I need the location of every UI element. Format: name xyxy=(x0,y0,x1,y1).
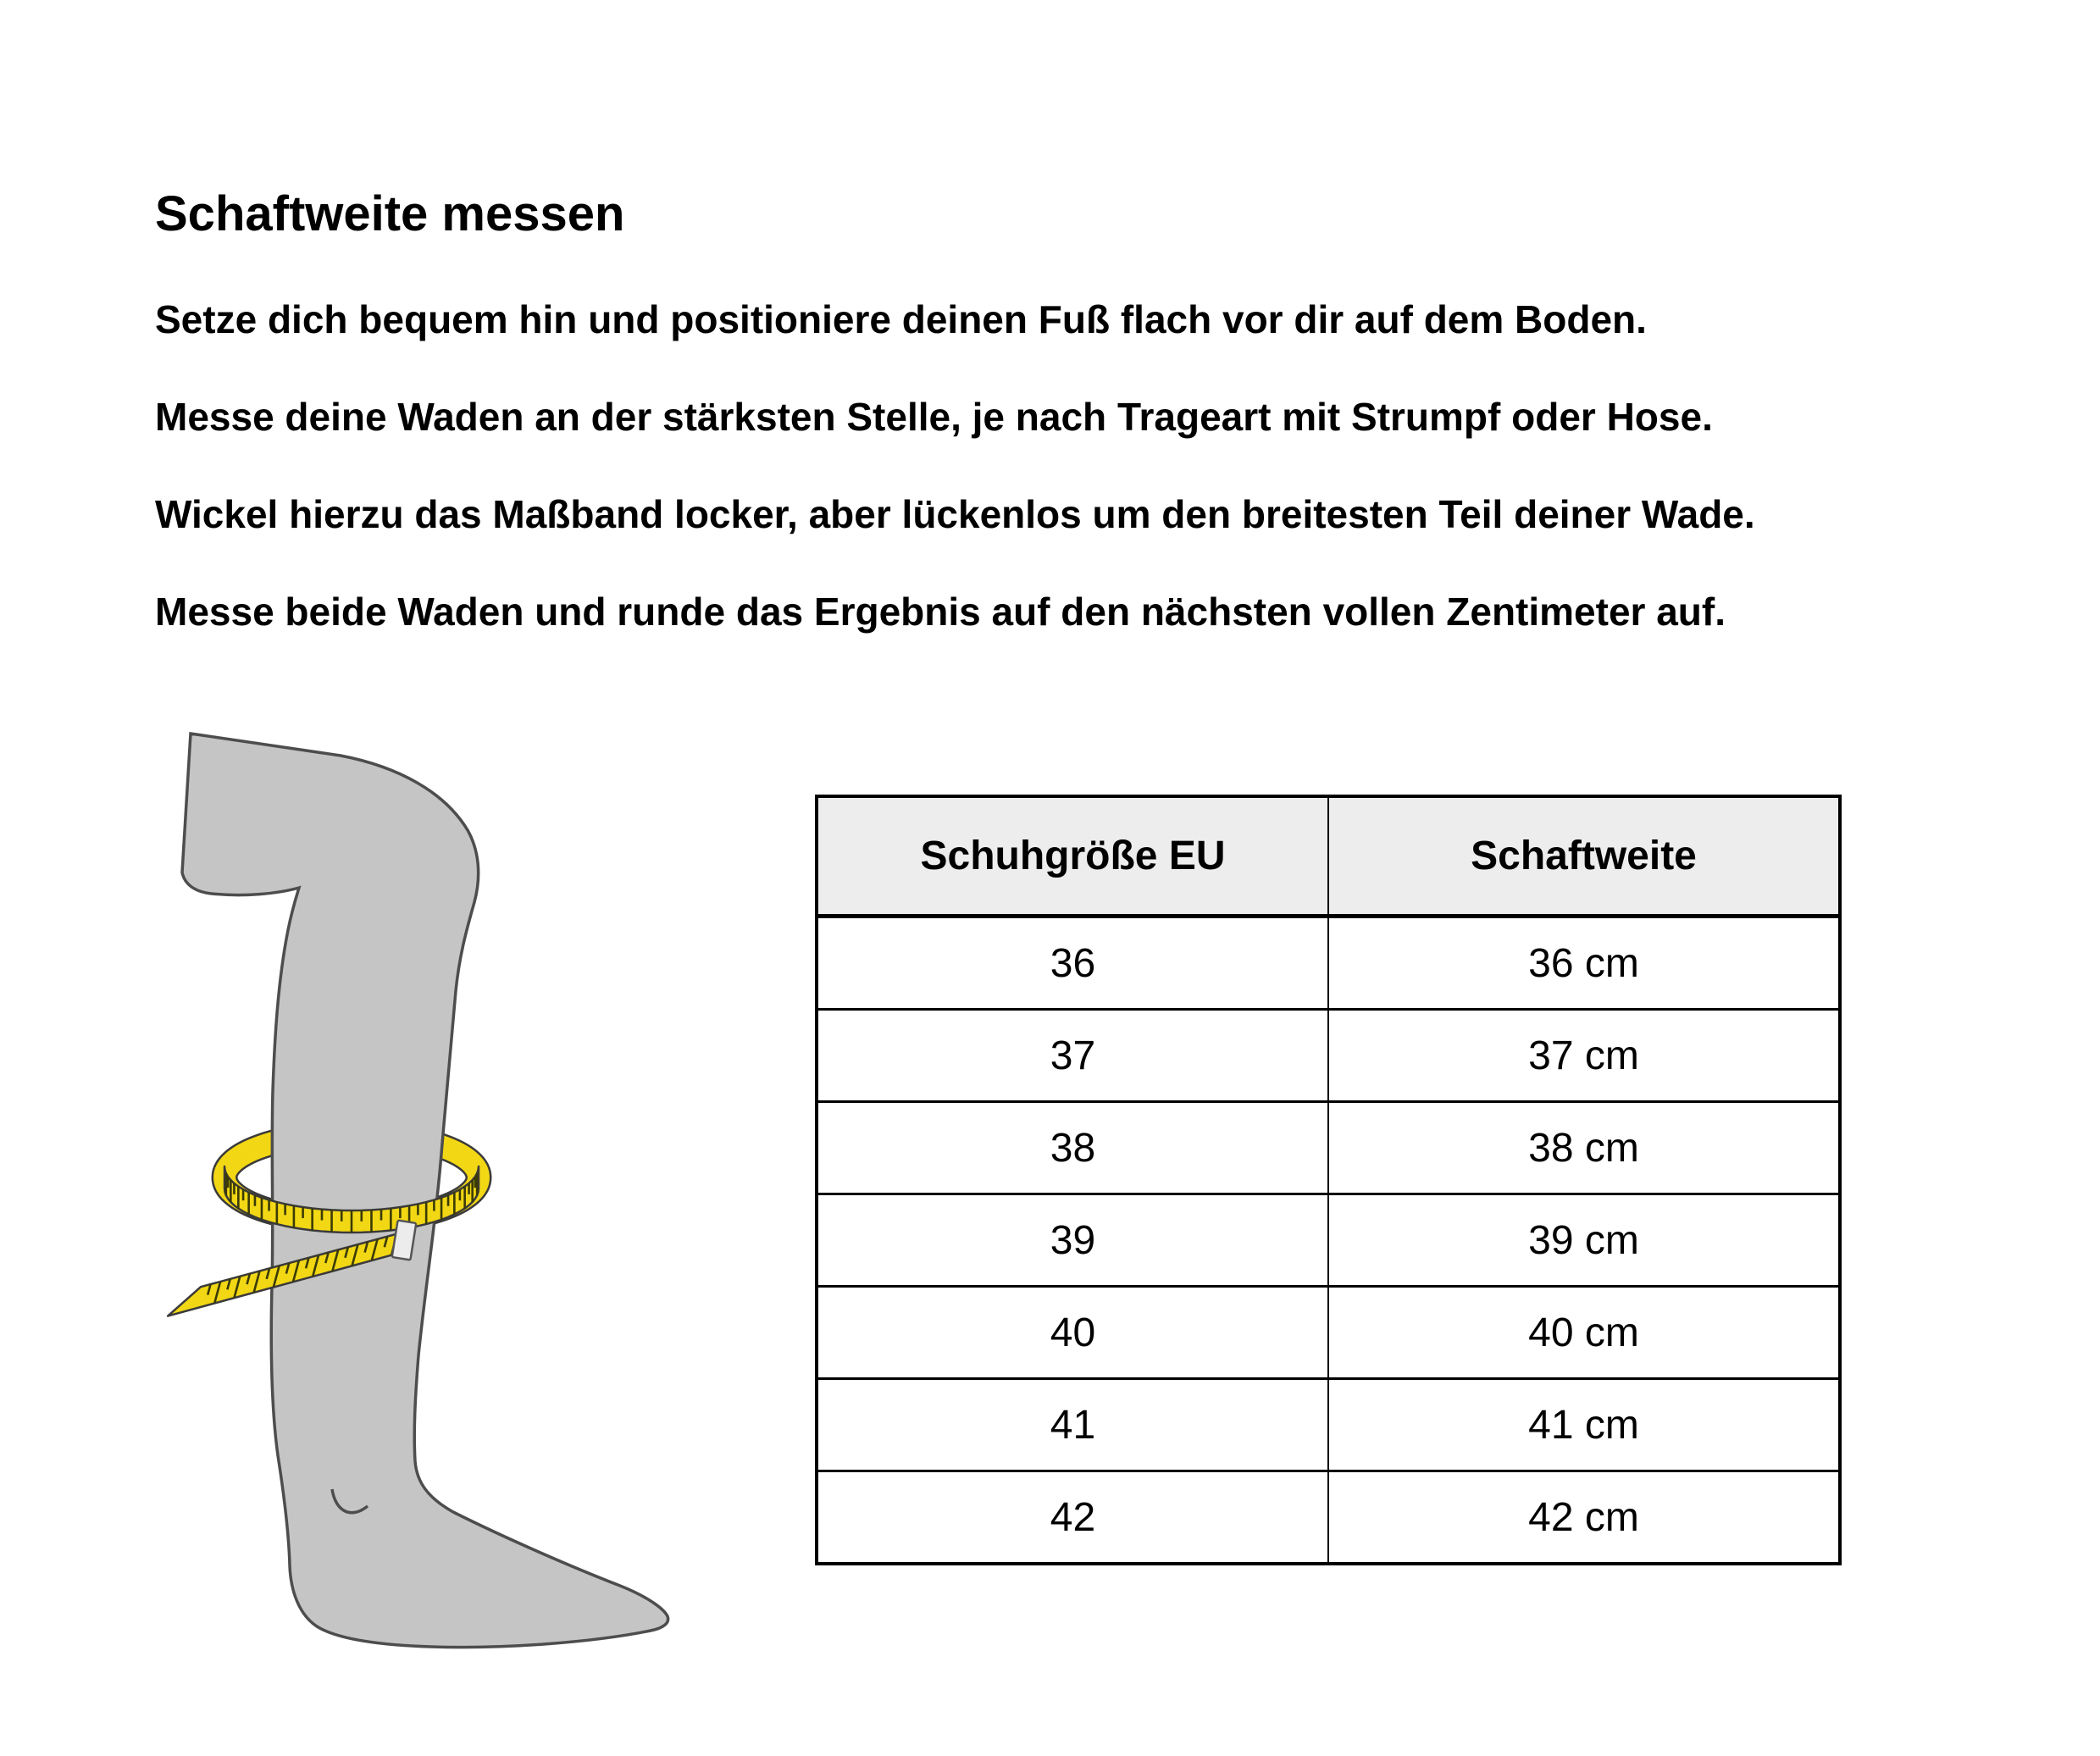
shoe-size-cell: 38 xyxy=(817,1102,1328,1194)
column-header: Schuhgröße EU xyxy=(817,796,1328,917)
shaft-width-cell: 37 cm xyxy=(1328,1010,1840,1102)
instruction-line: Messe deine Waden an der stärksten Stelle, je nach Trageart mit Strumpf oder Hose. xyxy=(155,395,1713,439)
leg-silhouette xyxy=(182,734,668,1648)
table-row xyxy=(817,1010,1840,1102)
shaft-width-cell: 36 cm xyxy=(1328,917,1840,1010)
page-title: Schaftweite messen xyxy=(155,186,625,241)
table-row xyxy=(817,1287,1840,1379)
shoe-size-cell: 37 xyxy=(817,1010,1328,1102)
table-row xyxy=(817,1379,1840,1471)
shoe-size-cell: 41 xyxy=(817,1379,1328,1471)
column-header: Schaftweite xyxy=(1328,796,1840,917)
shaft-width-cell: 41 cm xyxy=(1328,1379,1840,1471)
table-row xyxy=(817,1102,1840,1194)
shoe-size-cell: 42 xyxy=(817,1471,1328,1565)
size-table-header-row xyxy=(817,796,1840,917)
shaft-width-cell: 39 cm xyxy=(1328,1194,1840,1287)
table-row xyxy=(817,917,1840,1010)
table-row xyxy=(817,1194,1840,1287)
shaft-width-cell: 38 cm xyxy=(1328,1102,1840,1194)
shaft-width-cell: 40 cm xyxy=(1328,1287,1840,1379)
leg-measuring-illustration xyxy=(144,728,737,1694)
shaft-width-cell: 42 cm xyxy=(1328,1471,1840,1565)
instruction-line: Wickel hierzu das Maßband locker, aber lückenlos um den breitesten Teil deiner Wade. xyxy=(155,492,1755,536)
table-row xyxy=(817,1471,1840,1565)
shoe-size-cell: 40 xyxy=(817,1287,1328,1379)
size-table-section xyxy=(815,795,1842,1565)
shoe-size-cell: 39 xyxy=(817,1194,1328,1287)
instruction-line: Setze dich bequem hin und positioniere deinen Fuß flach vor dir auf dem Boden. xyxy=(155,297,1647,341)
shoe-size-cell: 36 xyxy=(817,917,1328,1010)
size-table xyxy=(815,795,1842,1565)
instruction-line: Messe beide Waden und runde das Ergebnis auf den nächsten vollen Zentimeter auf. xyxy=(155,590,1726,634)
